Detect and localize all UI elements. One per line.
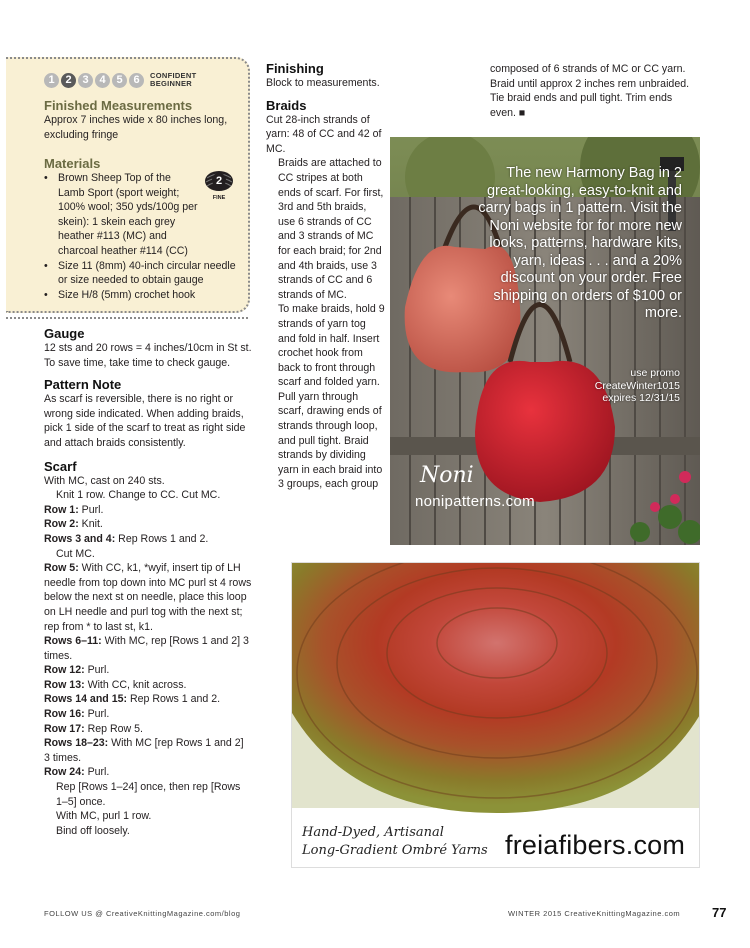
skill-level-indicator — [44, 72, 196, 88]
noni-ad-text: The new Harmony Bag in 2 great-looking, easy-to-knit and carry bags in 1 pattern. Visit the Noni website for for more new looks, patterns, hardware kits, yarn, ideas . . . and a 20% discount on your order. Free shipping on orders of $100 or more. — [478, 165, 682, 321]
skill-level-label: CONFIDENT BEGINNER — [150, 71, 197, 88]
scarf-row: Rows 14 and 15: Rep Rows 1 and 2. — [44, 693, 221, 706]
freia-caption: Hand-Dyed, Artisanal Long-Gradient Ombré Yarns — [302, 825, 488, 858]
gauge-note: To save time, take time to check gauge. — [44, 356, 231, 369]
braids-para-2: Braids are attached to CC stripes at both ends of scarf. For first, 3rd and 5th braids, use 6 strands of CC and 3 strands of MC for each braid; for 2nd and 4th braids, use 3 strands of CC and 6 strands of MC. — [278, 157, 384, 301]
materials-item: • Size 11 (8mm) 40-inch circular needle or size needed to obtain gauge — [44, 259, 242, 288]
finished-measurements-heading: Finished Measurements — [44, 98, 193, 113]
freia-website: freiafibers.com — [505, 830, 686, 860]
braids-para-3: To make braids, hold 9 strands of yarn tog and fold in half. Insert crochet hook from back to front through scarf and folded yarn. Pull yarn through scarf, drawing ends of strands through loop, and pull tight. Braid strands by dividing yarn in each braid into 3 groups, each group — [278, 303, 385, 491]
materials-item: • Brown Sheep Top of the Lamb Sport (sport weight; 100% wool; 350 yds/100g per skein): 1 skein each grey heather #113 (MC) and charcoal heather #114 (CC) — [44, 171, 242, 259]
page-number: 77 — [712, 905, 727, 920]
footer-right: WINTER 2015 CreativeKnittingMagazine.com — [508, 909, 681, 918]
noni-promo: use promo CreateWinter1015 expires 12/31/15 — [594, 367, 680, 404]
noni-website: nonipatterns.com — [415, 493, 535, 510]
yarn-weight-icon — [202, 168, 236, 202]
scarf-row: Row 13: With CC, knit across. — [44, 678, 187, 691]
scarf-row: Rows 3 and 4: Rep Rows 1 and 2. — [44, 532, 209, 545]
scarf-intro: With MC, cast on 240 sts. — [44, 474, 165, 487]
freia-ad-photo — [291, 562, 700, 868]
scarf-intro-2: Knit 1 row. Change to CC. Cut MC. — [56, 489, 221, 502]
braids-continued: composed of 6 strands of MC or CC yarn. Braid until approx 2 inches rem unbraided. Tie braid ends and pull tight. Trim ends even. ■ — [490, 63, 690, 119]
finishing-heading: Finishing — [266, 61, 324, 76]
skill-level-4: 4 — [95, 73, 110, 88]
skill-level-1: 1 — [44, 73, 59, 88]
scarf-row: Rows 18–23: With MC [rep Rows 1 and 2] 3 times. — [44, 737, 244, 764]
scarf-outro-3: Bind off loosely. — [56, 824, 130, 837]
gauge-heading: Gauge — [44, 326, 85, 341]
middle-column — [266, 61, 386, 492]
scarf-heading: Scarf — [44, 458, 77, 474]
skill-level-3: 3 — [78, 73, 93, 88]
scarf-outro-2: With MC, purl 1 row. — [56, 810, 152, 823]
skill-level-2: 2 — [61, 73, 76, 88]
finishing-text: Block to measurements. — [266, 77, 380, 89]
scarf-row: Row 2: Knit. — [44, 518, 103, 531]
skill-level-6: 6 — [129, 73, 144, 88]
yarn-weight-label: FINE — [212, 195, 226, 201]
scarf-row: Row 16: Purl. — [44, 708, 110, 721]
pattern-note-heading: Pattern Note — [44, 377, 122, 393]
scarf-row: Rows 6–11: With MC, rep [Rows 1 and 2] 3 times. — [44, 635, 249, 662]
scarf-row: Row 24: Purl. — [44, 766, 110, 779]
footer-left: FOLLOW US @ CreativeKnittingMagazine.com/blog — [44, 909, 241, 918]
scarf-row: Row 5: With CC, k1, *wyif, insert tip of LH needle from top down into MC purl st 4 rows below the next st on needle, place this loop on LH needle and purl tog with the next st; rep from * to last st, k1. — [44, 562, 252, 633]
scarf-rows — [44, 503, 252, 780]
left-column — [44, 326, 252, 838]
materials-heading: Materials — [44, 156, 101, 171]
finished-measurements-text: Approx 7 inches wide x 80 inches long, excluding fringe — [44, 114, 228, 141]
scarf-row: Row 17: Rep Row 5. — [44, 722, 143, 735]
materials-item: • Size H/8 (5mm) crochet hook — [44, 288, 242, 303]
pattern-note-text: As scarf is reversible, there is no right or wrong side indicated. When adding braids, pick 1 side of the scarf to treat as right side and attach braids consistently. — [44, 393, 246, 449]
scarf-row: Row 1: Purl. — [44, 503, 104, 516]
scarf-row: Cut MC. — [56, 547, 95, 560]
braids-heading: Braids — [266, 97, 307, 113]
right-column-text — [490, 62, 700, 120]
scarf-row: Row 12: Purl. — [44, 664, 110, 677]
sidebar-divider — [6, 317, 248, 319]
yarn-weight-number: 2 — [215, 175, 223, 187]
finished-measurements-section — [44, 98, 244, 142]
gauge-text: 12 sts and 20 rows = 4 inches/10cm in St st. — [44, 342, 252, 354]
braids-para-1: Cut 28-inch strands of yarn: 48 of CC and 42 of MC. — [266, 113, 382, 155]
skill-level-5: 5 — [112, 73, 127, 88]
noni-logo: Noni — [420, 463, 474, 488]
scarf-outro: Rep [Rows 1–24] once, then rep [Rows 1–5] once. — [56, 781, 241, 808]
